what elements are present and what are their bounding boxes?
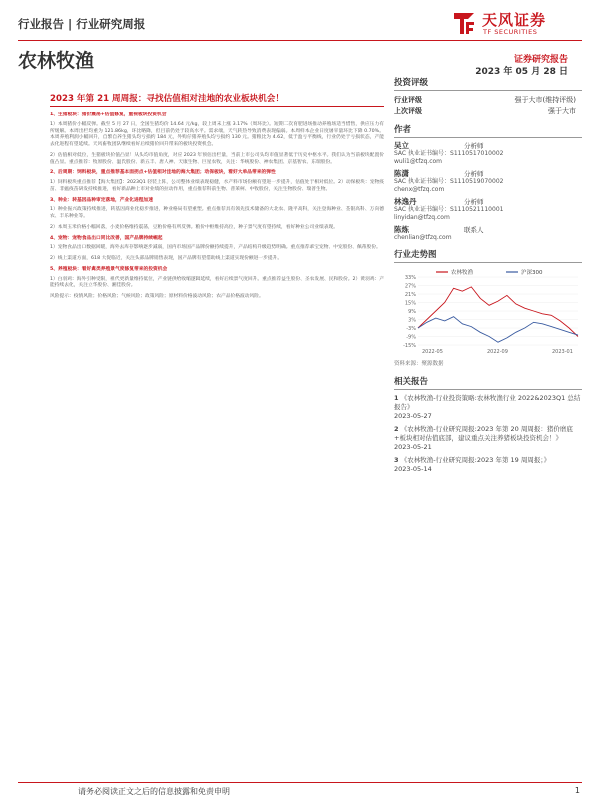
author-name: 林逸丹 [394,197,417,206]
report-body [50,112,384,782]
report-header [18,8,582,40]
company-logo [452,8,582,40]
author-role: 联系人 [464,226,484,234]
author-name: 陈潇 [394,169,409,178]
related-report-item[interactable] [394,394,582,421]
section-heading: 3、种业：转基因品种审定落地，产业化进程加速 [50,197,154,203]
rating-row-previous [394,106,582,117]
author-role: 分析师 [464,198,484,206]
author-card [394,142,582,166]
section-heading: 5、养殖板块：看好禽类养殖景气度修复带来的投资机会 [50,266,168,272]
author-role: 分析师 [464,142,484,150]
section-heading: 4、宠物：宠物食品出口同比改善，国产品牌持续崛起 [50,235,163,241]
y-tick-label: 27% [404,283,416,290]
y-tick-label: -15% [403,343,416,349]
report-type: 证券研究报告 [513,55,568,65]
y-tick-label: -3% [406,326,416,332]
section-heading: 1、生猪板块：猪价震荡+估值修复，重视板块投资机会 [50,112,167,117]
related-report-number: 1 [394,394,401,402]
related-report-item[interactable] [394,425,582,452]
footer-divider [18,782,582,783]
header-divider [18,40,582,41]
author-cert: SAC 执业证书编号：S1110517010002 [394,150,504,157]
rating-rows [394,95,582,117]
author-list [394,142,582,242]
author-role: 分析师 [464,170,484,178]
trend-chart-svg [394,267,582,355]
author-cert: SAC 执业证书编号：S1110519070002 [394,178,504,185]
related-report-title: 《农林牧渔-行业研究周报:2023 年第 20 周周报：猪价磨底+板块相对估值底部，建议重点关注养猪板块投资机会！》 [394,425,573,442]
body-paragraph: 1）种业振兴政策持续推进，转基因商业化稳步推进，种业格局有望重塑。重点推荐具有领先技术储备的大北农、隆平高科，关注登海种业、荃银高科、万向德农、丰乐种业等。 [50,207,384,219]
rating-section-title: 投资评级 [394,76,582,91]
section-heading: 2、后周期：饲料板块，重点推荐基本面拐点+估值相对洼地的海大集团；动保板块，看好大单品带来的弹性 [50,170,276,176]
author-email[interactable]: linyidan@tfzq.com [394,214,450,221]
y-tick-label: 15% [404,300,416,307]
x-tick-label: 2022-05 [422,349,443,355]
y-tick-label: -9% [406,334,416,341]
related-report-list [394,394,582,474]
logo-english-name: TF SECURITIES [483,28,538,36]
legend-label: 沪深300 [521,270,543,276]
rating-value: 强于大市 [548,107,576,115]
trend-section-title: 行业走势图 [394,248,582,263]
y-tick-label: 21% [404,292,416,298]
related-report-date: 2023-05-27 [394,412,432,420]
chart-source: 资料来源：聚源数据 [394,361,444,367]
related-report-number: 3 [394,456,401,464]
legend-label: 农林牧渔 [451,270,474,276]
y-tick-label: 33% [404,275,416,281]
x-tick-label: 2023-01 [552,349,573,355]
sidebar [394,76,582,478]
related-section-title: 相关报告 [394,375,582,390]
footer-disclaimer: 请务必阅读正文之后的信息披露和免责申明 [78,787,230,796]
industry-title: 农林牧渔 [18,50,95,72]
report-category: 行业报告 | 行业研究周报 [18,17,146,31]
related-report-number: 2 [394,425,401,433]
author-email[interactable]: chenlian@tfzq.com [394,234,452,241]
body-paragraph: 2）本周玉米价格小幅回落，小麦价格维持震荡，豆粕价格有所反弹。粮价中枢维持高位，种子景气度有望持续，看好种业公司业绩表现。 [50,224,339,230]
report-date: 2023 年 05 月 28 日 [475,67,568,77]
rating-key: 行业评级 [394,96,422,104]
body-paragraph: 1）本周猪价小幅反弹。截至 5 月 27 日，全国生猪均价 14.64 元/kg，较上周末上涨 3.17%（周环比）。短期二次育肥进场推动养殖场适当惜售，供应压力有所缓解。本周出栏均重为 121.86kg，环比略降，但目前仍处于较高水平。需求端，天气转热导致消费表现偏弱。本周样本企业日度屠宰量环比下降 0.70%。本周养殖利润小幅回升，自繁自养生猪头均亏损约 184 元，外购仔猪养殖头均亏损约 130 元。猪粮比为 4.62，低于盈亏平衡线，行业仍处于亏损状态，产能去化进程有望延续。天风畜牧团队继续看好后续猪价回升带来的板块投资机会。 [50,121,384,147]
y-tick-label: 3% [408,317,416,324]
rating-value: 强于大市(维持评级) [514,96,576,104]
author-email[interactable]: wuli1@tfzq.com [394,158,443,165]
series-line-sector [418,287,578,337]
y-tick-label: 9% [408,309,416,315]
rating-key: 上次评级 [394,107,422,115]
related-report-item[interactable] [394,456,582,474]
related-report-title: 《农林牧渔-行业研究周报:2023 年第 19 周周报；》 [400,456,551,464]
rating-row-industry [394,95,582,106]
author-email[interactable]: chenx@tfzq.com [394,186,445,193]
body-paragraph: 2）线上渠道方面，618 大促临近，关注头部品牌销售表现，国产品牌有望借助线上渠道实现份额进一步提升。 [50,256,283,261]
body-paragraph: 1）饲料板块重点推荐【海大集团】：2023Q1 轻装上阵，公司整体业绩表现稳健，水产料市场份额有望进一步提升，估值处于相对低位。2）动保板块：宠物疫苗、非瘟疫苗研发持续推进，看好新品种上市对业绩的拉动作用，重点推荐科前生物、普莱柯、中牧股份，关注生物股份、瑞普生物。 [50,180,384,192]
body-paragraph: 2）估值相对低位，生猪板块价值凸显！从头均市值角度，对应 2023 年预估出栏量，当前上市公司头均市值显著低于历史中枢水平。我们认为当前板块配置价值凸显。重点推荐：牧原股份、温氏股份、新五丰、唐人神、天康生物、巨星农牧，关注：华统股份、神农集团、京基智农、东瑞股份。 [50,152,384,165]
page-number: 1 [574,786,580,795]
related-report-title: 《农林牧渔-行业投资策略:农林牧渔行业 2022&2023Q1 总结报告》 [394,394,581,411]
series-line-index [418,317,578,343]
author-name: 陈炼 [394,225,409,234]
tf-logo-icon [452,10,476,36]
headline-divider [50,106,384,107]
author-card [394,226,582,242]
author-name: 吴立 [394,141,409,150]
report-headline: 2023 年第 21 周周报：寻找估值相对洼地的农业板块机会！ [50,94,284,104]
logo-name: 天风证券 [482,11,547,29]
related-report-date: 2023-05-21 [394,443,432,451]
author-card [394,170,582,194]
authors-section-title: 作者 [394,123,582,138]
industry-trend-chart [394,267,582,355]
body-paragraph: 风险提示：疫情风险；价格风险；气候风险；政策风险；原材料价格波动风险；农产品价格波动风险。 [50,294,264,299]
body-paragraph: 1）白羽鸡：海外引种受限，祖代更新量维持低位，产业链供给收缩逻辑延续，看好后续景气度回升。重点推荐益生股份、圣农发展、民和股份。2）黄羽鸡：产能持续去化，关注立华股份、湘佳股份。 [50,276,384,289]
related-report-date: 2023-05-14 [394,465,432,473]
author-card [394,198,582,222]
author-cert: SAC 执业证书编号：S1110521110001 [394,206,504,213]
body-paragraph: 1）宠物食品出口数据回暖，海外去库存影响逐步减弱，国内市场国产品牌份额持续提升，产品结构升级趋势明确。重点推荐乖宝宠物、中宠股份、佩蒂股份。 [50,245,381,251]
x-tick-label: 2022-09 [487,349,508,355]
